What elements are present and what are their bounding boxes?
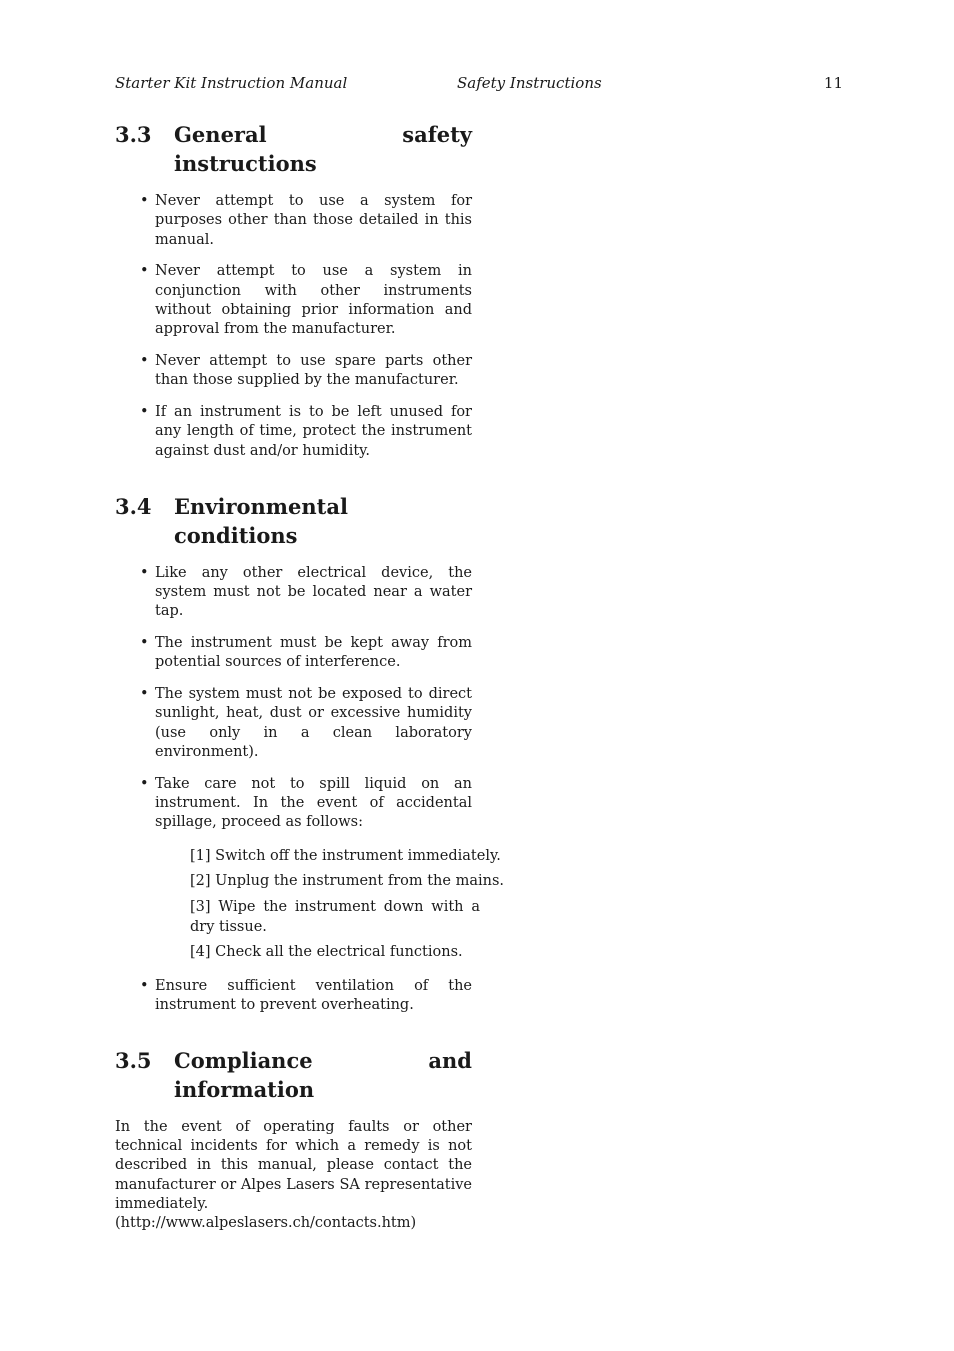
list-item [115, 564, 472, 622]
compliance-text: In the event of operating faults or other technical incidents for which a remedy is not described in this manual, please contact the manufacturer or Alpes Lasers SA representative immediately. [115, 1118, 472, 1212]
list-item-text: Never attempt to use spare parts other than those supplied by the manufacturer. [155, 353, 472, 389]
list-item [115, 403, 472, 461]
step-item: [1] Switch off the instrument immediately. [190, 847, 501, 864]
bullet-icon: • [140, 353, 149, 370]
bullet-icon: • [140, 634, 149, 651]
running-header [115, 74, 843, 94]
step-item: [2] Unplug the instrument from the mains. [190, 873, 504, 890]
section-heading-3-3 [115, 120, 472, 178]
section-title: Compliance and information [174, 1047, 472, 1102]
bullet-icon: • [140, 977, 149, 994]
list-item [115, 634, 472, 673]
bullet-icon: • [140, 263, 149, 280]
bullet-icon: • [140, 564, 149, 581]
list-item [115, 352, 472, 391]
list-item [115, 775, 504, 963]
bullet-icon: • [140, 775, 149, 792]
section-heading-3-5 [115, 1046, 472, 1104]
list-item [115, 262, 472, 339]
section-title: Environmental conditions [174, 493, 348, 548]
section-title: General safety instructions [174, 122, 472, 176]
section-spacer [115, 1028, 472, 1046]
chapter-title: Safety Instructions [457, 74, 602, 92]
section-spacer [115, 474, 472, 492]
bullet-icon: • [140, 193, 149, 209]
section-heading-3-4 [115, 492, 472, 550]
list-item-text: Ensure sufficient ventilation of the instrument to prevent overheating. [155, 977, 472, 1013]
section-number: 3.3 [115, 122, 152, 147]
step-item: [3] Wipe the instrument down with a dry tissue. [190, 899, 480, 935]
step-item: [4] Check all the electrical functions. [190, 944, 463, 961]
spillage-steps-list [155, 847, 504, 963]
list-item-text: Take care not to spill liquid on an instrument. In the event of accidental spillage, proceed as follows: [155, 775, 472, 831]
general-safety-list [115, 192, 472, 461]
section-number: 3.5 [115, 1047, 152, 1073]
manual-title: Starter Kit Instruction Manual [115, 74, 348, 92]
list-item-text: The instrument must be kept away from potential sources of interference. [155, 634, 472, 671]
contacts-link[interactable]: (http://www.alpeslasers.ch/contacts.htm) [115, 1215, 417, 1232]
list-item-text: Never attempt to use a system in conjunction with other instruments without obtaining prior information and approval from the manufacturer. [155, 263, 472, 338]
bullet-icon: • [140, 686, 149, 703]
compliance-paragraph [115, 1118, 472, 1234]
list-item [115, 192, 472, 250]
environmental-conditions-list [115, 564, 504, 1016]
list-item-text: If an instrument is to be left unused for any length of time, protect the instrument against dust and/or humidity. [155, 404, 472, 459]
page-number: 11 [823, 74, 843, 92]
list-item-text: Like any other electrical device, the system must not be located near a water tap. [155, 564, 472, 620]
text-column [115, 120, 504, 1233]
list-item-text: Never attempt to use a system for purposes other than those detailed in this manual. [155, 193, 472, 248]
list-item [115, 977, 472, 1016]
section-number: 3.4 [115, 493, 152, 519]
list-item [115, 685, 472, 762]
bullet-icon: • [140, 404, 149, 421]
list-item-text: The system must not be exposed to direct sunlight, heat, dust or excessive humidity (use only in a clean laboratory environment). [155, 686, 472, 760]
